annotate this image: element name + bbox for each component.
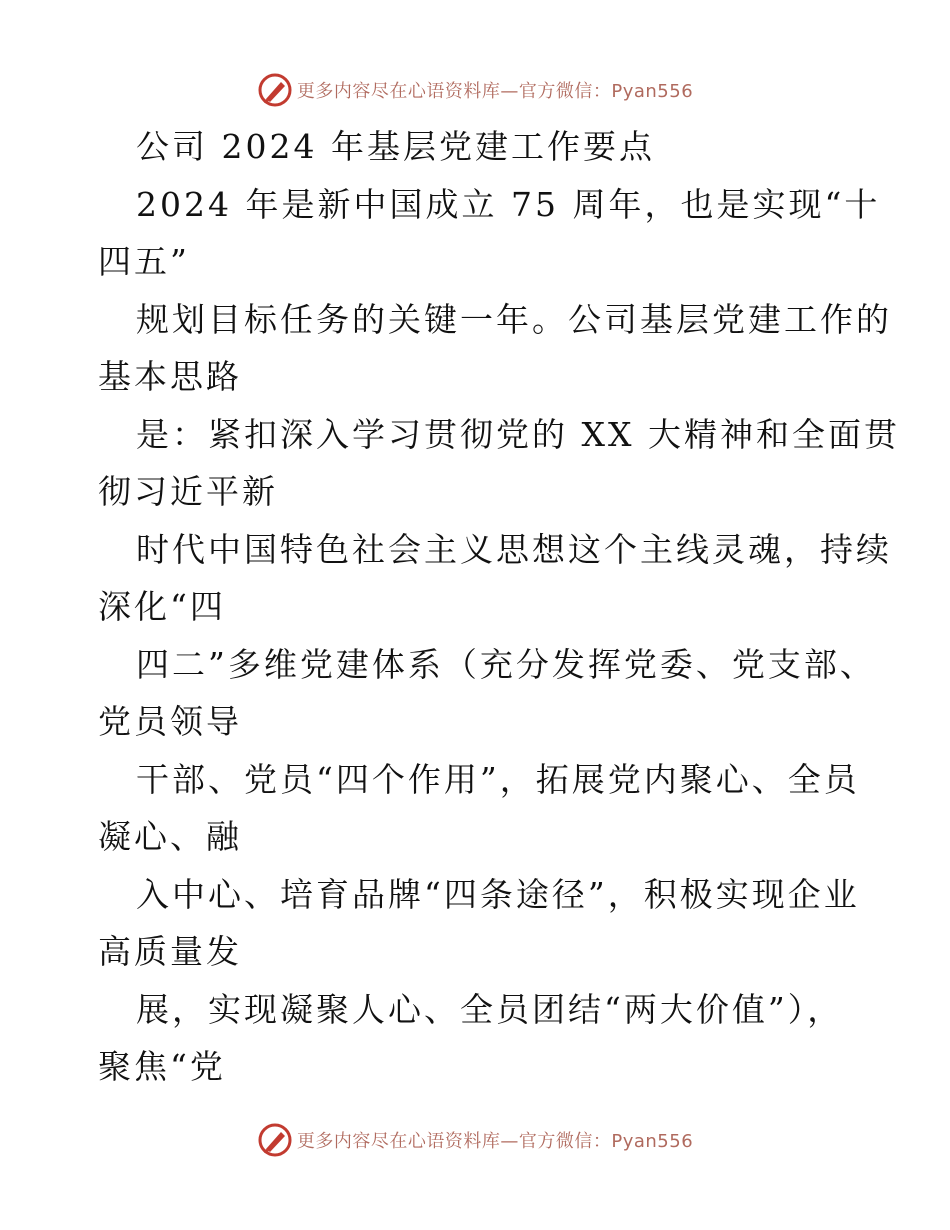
paragraph-line: 干部、党员“四个作用”，拓展党内聚心、全员 — [136, 759, 860, 799]
header-watermark — [0, 70, 950, 110]
paragraph-line: 高质量发 — [98, 932, 242, 971]
paragraph-line: 党员领导 — [98, 702, 242, 741]
document-body — [98, 118, 900, 1096]
watermark-wechat-id: Pyan556 — [611, 1131, 694, 1152]
watermark-dash: — — [500, 81, 519, 102]
paragraph-line: 四二”多维党建体系（充分发挥党委、党支部、 — [136, 644, 876, 684]
watermark-brand: 更多内容尽在心语资料库 — [296, 1131, 501, 1152]
watermark-dash: — — [500, 1131, 519, 1152]
watermark-wechat-label: 官方微信： — [518, 1131, 612, 1152]
paragraph-line: 凝心、融 — [98, 817, 242, 856]
paragraph-line: 展，实现凝聚人心、全员团结“两大价值”）， — [136, 989, 844, 1029]
paragraph-line: 聚焦“党 — [98, 1047, 226, 1086]
watermark-text — [297, 1127, 693, 1153]
watermark-brand: 更多内容尽在心语资料库 — [296, 81, 501, 102]
watermark-text — [297, 77, 693, 103]
watermark-wechat-label: 官方微信： — [518, 81, 612, 102]
pen-logo-icon — [257, 72, 293, 108]
paragraph-line: 是：紧扣深入学习贯彻党的 XX 大精神和全面贯 — [136, 414, 900, 454]
pen-logo-icon — [257, 1122, 293, 1158]
document-title: 公司 2024 年基层党建工作要点 — [136, 127, 655, 166]
watermark-wechat-id: Pyan556 — [611, 81, 694, 102]
paragraph-line: 彻习近平新 — [98, 472, 278, 511]
paragraph-line: 四五” — [98, 242, 190, 281]
footer-watermark — [0, 1120, 950, 1160]
paragraph-line: 时代中国特色社会主义思想这个主线灵魂，持续 — [136, 529, 892, 569]
paragraph-line: 深化“四 — [98, 587, 226, 626]
paragraph-line: 基本思路 — [98, 357, 242, 396]
paragraph-line: 规划目标任务的关键一年。公司基层党建工作的 — [136, 299, 892, 339]
paragraph-line: 入中心、培育品牌“四条途径”，积极实现企业 — [136, 874, 860, 914]
paragraph-line: 2024 年是新中国成立 75 周年，也是实现“十 — [136, 184, 881, 224]
